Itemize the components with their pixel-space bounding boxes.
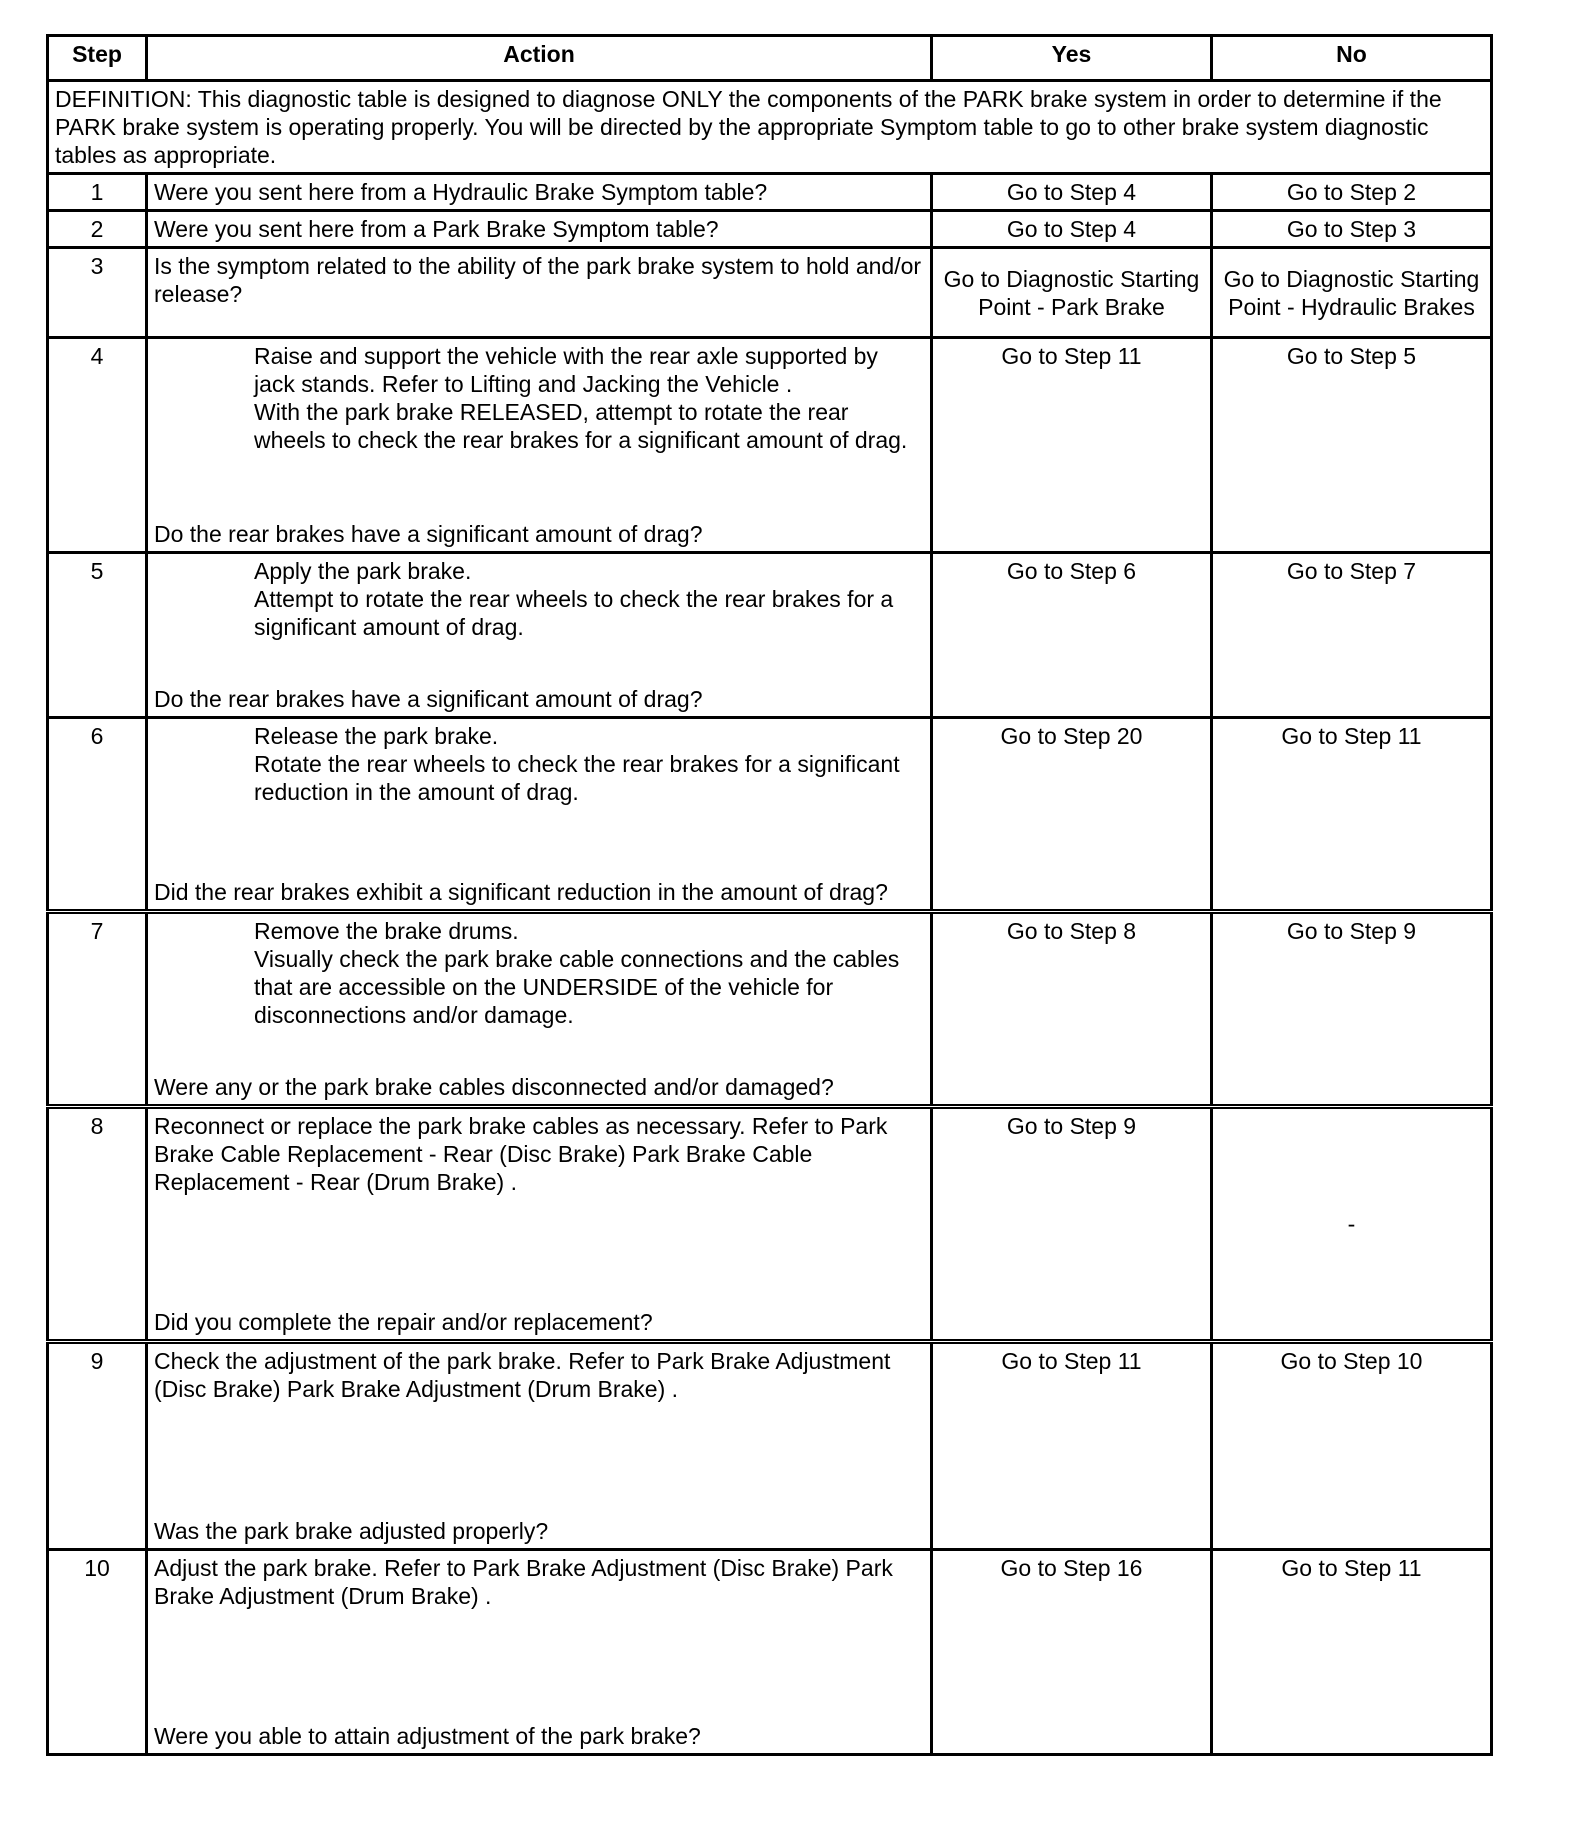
no-outcome: - xyxy=(1212,1107,1492,1342)
table-row xyxy=(48,1107,1492,1342)
action-question: Were any or the park brake cables disconnected and/or damaged? xyxy=(154,1074,834,1100)
action-cell xyxy=(147,1342,932,1550)
definition-text: DEFINITION: This diagnostic table is designed to diagnose ONLY the components of the PARK brake system in order to determine if the PARK brake system is operating properly. You will be directed by the appropriate Symptom table to go to other brake system diagnostic tables as appropriate. xyxy=(48,81,1492,174)
yes-outcome: Go to Step 11 xyxy=(932,1342,1212,1550)
no-outcome: Go to Step 7 xyxy=(1212,553,1492,718)
yes-outcome: Go to Step 6 xyxy=(932,553,1212,718)
action-instruction: Check the adjustment of the park brake. Refer to Park Brake Adjustment (Disc Brake) Park Brake Adjustment (Drum Brake) . xyxy=(154,1348,891,1402)
action-question: Is the symptom related to the ability of the park brake system to hold and/or release? xyxy=(147,248,932,338)
table-row xyxy=(48,1550,1492,1755)
header-row xyxy=(48,36,1492,81)
action-question: Did you complete the repair and/or replacement? xyxy=(154,1309,653,1335)
no-outcome: Go to Step 2 xyxy=(1212,174,1492,211)
action-instruction: Reconnect or replace the park brake cables as necessary. Refer to Park Brake Cable Replacement - Rear (Disc Brake) Park Brake Cable Replacement - Rear (Drum Brake) . xyxy=(154,1113,888,1195)
table-row xyxy=(48,553,1492,718)
table-row xyxy=(48,1342,1492,1550)
step-number: 9 xyxy=(48,1342,147,1550)
no-outcome: Go to Step 3 xyxy=(1212,211,1492,248)
header-yes: Yes xyxy=(932,36,1212,81)
table-row xyxy=(48,248,1492,338)
action-cell xyxy=(147,1107,932,1342)
action-substep: Raise and support the vehicle with the rear axle supported by jack stands. Refer to Lifting and Jacking the Vehicle . xyxy=(254,343,878,397)
action-question: Did the rear brakes exhibit a significant reduction in the amount of drag? xyxy=(154,879,888,905)
action-cell xyxy=(147,718,932,912)
action-substep: Apply the park brake. xyxy=(254,558,472,584)
no-outcome: Go to Step 11 xyxy=(1212,718,1492,912)
yes-outcome: Go to Step 8 xyxy=(932,912,1212,1107)
no-outcome: Go to Diagnostic Starting Point - Hydraulic Brakes xyxy=(1212,248,1492,338)
step-number: 6 xyxy=(48,718,147,912)
action-question: Was the park brake adjusted properly? xyxy=(154,1518,549,1544)
action-cell xyxy=(147,338,932,553)
step-number: 2 xyxy=(48,211,147,248)
step-number: 4 xyxy=(48,338,147,553)
action-question: Were you able to attain adjustment of the park brake? xyxy=(154,1723,701,1749)
yes-outcome: Go to Diagnostic Starting Point - Park Brake xyxy=(932,248,1212,338)
action-question: Were you sent here from a Park Brake Symptom table? xyxy=(147,211,932,248)
action-cell xyxy=(147,553,932,718)
action-cell xyxy=(147,912,932,1107)
action-substep: Release the park brake. xyxy=(254,723,499,749)
step-number: 1 xyxy=(48,174,147,211)
step-number: 8 xyxy=(48,1107,147,1342)
diagnostic-page xyxy=(46,34,1490,1756)
action-substep: Remove the brake drums. xyxy=(254,918,519,944)
yes-outcome: Go to Step 4 xyxy=(932,174,1212,211)
no-outcome: Go to Step 11 xyxy=(1212,1550,1492,1755)
yes-outcome: Go to Step 11 xyxy=(932,338,1212,553)
action-question: Do the rear brakes have a significant amount of drag? xyxy=(154,521,703,547)
yes-outcome: Go to Step 4 xyxy=(932,211,1212,248)
table-row xyxy=(48,912,1492,1107)
table-row xyxy=(48,174,1492,211)
action-instruction: Adjust the park brake. Refer to Park Brake Adjustment (Disc Brake) Park Brake Adjustment (Drum Brake) . xyxy=(154,1555,893,1609)
park-brake-diagnostic-table xyxy=(46,34,1493,1756)
action-question: Do the rear brakes have a significant amount of drag? xyxy=(154,686,703,712)
no-outcome: Go to Step 10 xyxy=(1212,1342,1492,1550)
yes-outcome: Go to Step 9 xyxy=(932,1107,1212,1342)
header-no: No xyxy=(1212,36,1492,81)
no-outcome: Go to Step 9 xyxy=(1212,912,1492,1107)
table-row xyxy=(48,338,1492,553)
action-substep: Attempt to rotate the rear wheels to check the rear brakes for a significant amount of drag. xyxy=(254,586,894,640)
action-substep: Visually check the park brake cable connections and the cables that are accessible on the UNDERSIDE of the vehicle for disconnections and/or damage. xyxy=(254,946,900,1028)
action-substep: With the park brake RELEASED, attempt to rotate the rear wheels to check the rear brakes for a significant amount of drag. xyxy=(254,399,908,453)
action-substep: Rotate the rear wheels to check the rear brakes for a significant reduction in the amount of drag. xyxy=(254,751,900,805)
step-number: 7 xyxy=(48,912,147,1107)
definition-row xyxy=(48,81,1492,174)
action-question: Were you sent here from a Hydraulic Brake Symptom table? xyxy=(147,174,932,211)
table-row xyxy=(48,211,1492,248)
yes-outcome: Go to Step 16 xyxy=(932,1550,1212,1755)
header-action: Action xyxy=(147,36,932,81)
step-number: 3 xyxy=(48,248,147,338)
header-step: Step xyxy=(48,36,147,81)
step-number: 5 xyxy=(48,553,147,718)
no-outcome: Go to Step 5 xyxy=(1212,338,1492,553)
table-row xyxy=(48,718,1492,912)
action-cell xyxy=(147,1550,932,1755)
step-number: 10 xyxy=(48,1550,147,1755)
yes-outcome: Go to Step 20 xyxy=(932,718,1212,912)
